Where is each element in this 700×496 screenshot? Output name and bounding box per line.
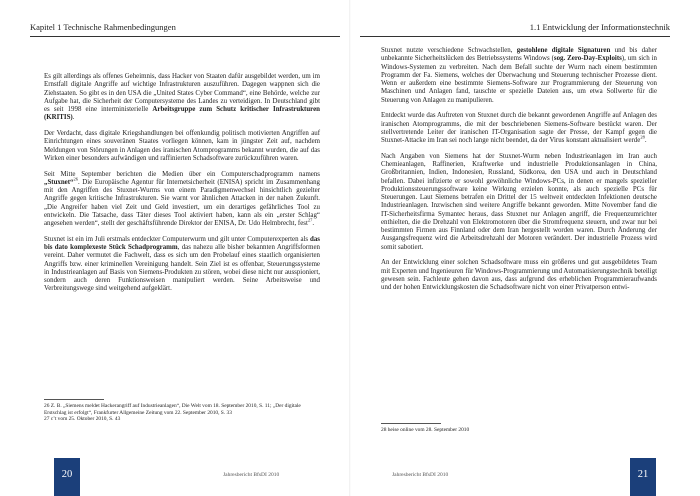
report-label: Jahresbericht BfsDI 2010	[223, 472, 280, 478]
text-run: Der Verdacht, dass digitale Kriegshandlungen bei offenkundig politisch motivierten Angriffen auf Einrichtungen eines souveränen Staates vorliegen können, kam in jüngster Zeit auf, nachdem Meldungen von Störungen in Anlagen des iranischen Atomprogramms bekannt wurden, die auf das Wirken einer besonders aufwändigen und raffinierten Schadsoftware zurückzuführen waren.	[44, 130, 320, 162]
text-run: . Die Europäische Agentur für Internetsicherheit (ENISA) spricht im Zusammenhang mit den Angriffen des Stuxnet-Wurms von einem Paradigmenwechsel hinsichtlich gezielter Angriffe gegen kritische Infrastrukturen. Sie warnt vor ähnlichen Attacken in der nahen Zukunft. „Die Angreifer haben viel Zeit und Geld investiert, um ein derartiges gefährliches Tool zu entwickeln. Die Tatsache, dass Täter dieses Tool aktiviert haben, kann als ein „erster Schlag“ angesehen werden“, stellt der geschäftsführende Direktor der ENISA, Dr. Udo Helmbrecht, fest	[44, 178, 320, 227]
paragraph	[381, 47, 657, 105]
text-run: Stuxnet ist ein im Juli erstmals entdeckter Computerwurm und gilt unter Computerexperten als	[44, 235, 311, 243]
footnote-ref: 28	[640, 134, 645, 140]
page-number: 20	[54, 458, 80, 496]
text-run: Entdeckt wurde das Auftreten von Stuxnet durch die bekannt gewordenen Angriffe auf Anlagen des iranischen Atomprogramms, die mit der beschriebenen Siemens-Software bestückt waren. Der stellvertretende Leiter der iranischen IT-Organisation sagte der Presse, der Kampf gegen die Stuxnet-Attacke im Iran sei noch lange nicht beendet, da der Virus konstant aktualisiert werde	[381, 112, 657, 144]
paragraph	[381, 259, 657, 292]
paragraph	[44, 130, 320, 163]
text-run: .	[72, 114, 75, 122]
footnote-26: 26 Z. B. „Siemens meldet Hackerangriff auf Industrieanlagen“, Die Welt vom 18. September 2010, S. 11; „Der digitale Erstschlag ist erfolgt“, Frankfurter Allgemeine Zeitung vom 22. September 2010, S. 33	[44, 403, 301, 416]
emphasis: gestohlene digitale Signaturen	[516, 47, 611, 54]
footnote-28: 28 heise online vom 28. September 2010	[381, 427, 470, 433]
page-footer	[10, 458, 350, 496]
right-page	[350, 0, 700, 496]
footnote-ref: 27	[307, 217, 313, 223]
text-run: An der Entwicklung einer solchen Schadsoftware muss ein größeres und gut ausgebildetes Team mit Experten und Ingenieuren für Windows-Programmierung und Automatisierungstechnik beteiligt gewesen sein. Fachleute gehen davon aus, dass aufgrund des erheblichen Programmieraufwands und der hohen Entwicklungskosten die Schadsoftware nicht von einer Privatperson entwi-	[381, 259, 657, 291]
paragraph	[381, 112, 657, 145]
text-run: ), um sich in Windows-Systemen zu verbreiten. Nach dem Befall suchte der Wurm nach einem bestimmten Programm der Fa. Siemens, welches der Überwachung und Steuerung technischer Prozesse dient. Wenn er außerdem eine bestimmte Siemens-Software zur Programmierung der Steuerung von Maschinen und Anlagen fand, tauschte er spezielle Dateien aus, um etwa Sollwerte für die Steuerung von Anlagen zu manipulieren.	[381, 55, 658, 104]
emphasis: „Stuxnet“	[44, 178, 74, 186]
paragraph	[381, 153, 657, 252]
running-header: Kapitel 1 Technische Rahmenbedingungen	[30, 22, 176, 32]
page-number: 21	[630, 458, 656, 496]
text-run: , das nahezu alle bisher bekannten Angriffsformen vereint. Daher vermutet die Fachwelt, dass es sich um den Probelauf eines staatlich organisierten Angriffs bzw. einer kriminellen Vereinigung handelt. Sein Ziel ist es offenbar, Steuerungssysteme in Industrieanlagen auf Basis von Siemens-Produkten zu stören, wobei diese nicht nur ausspioniert, sondern auch deren Funktionsweisen manipuliert werden. Seine Arbeitsweise und Verbreitungswege sind weitgehend aufgeklärt.	[44, 244, 320, 293]
footnote-27: 27 c’t vom 25. Oktober 2010, S. 43	[44, 416, 121, 423]
footnote-rule	[381, 423, 441, 424]
paragraph	[44, 73, 320, 123]
body-text	[44, 73, 320, 301]
text-run: .	[312, 220, 315, 227]
paragraph	[44, 171, 320, 229]
text-run: Nach Angaben von Siemens hat der Stuxnet-Wurm neben Industrieanlagen im Iran auch Chemieanlagen, Raffinerien, Kraftwerke und industrielle Produktionsanlagen in China, Großbritannien, Indien, Indonesien, Russland, Südkorea, den USA und auch in Deutschland befallen. Dabei infizierte er sowohl gewöhnliche Windows-PCs, in denen er mangels spezieller Produktionssteuerungssoftware keine Wirkung erzielen konnte, als auch spezielle PCs für Steuerungen. Laut Siemens betrafen ein Drittel der 15 weltweit entdeckten Infektionen deutsche Industrieanlagen. Inzwischen sind weitere Angriffe bekannt geworden. Mitte November fand die IT-Sicherheitsfirma Symantec heraus, dass Stuxnet nur Anlagen angriff, die Frequenzumrichter enthielten, die die Drehzahl von Elektromotoren über die Stromfrequenz steuern, und zwar nur bei bestimmten Firmen aus Finnland oder dem Iran hergestellt worden waren. Durch Änderung der Ausgangsfrequenz wird die Arbeitsdrehzahl der Motoren verändert. Der industrielle Prozess wird somit sabotiert.	[381, 152, 657, 251]
footnotes	[381, 427, 657, 434]
text-run: Seit Mitte September berichten die Medien über ein Computerschadprogramm namens	[44, 170, 320, 178]
footnotes	[44, 403, 320, 423]
text-run: und bis daher unbekannte Sicherheitslücken des Betriebssystems Windows (	[381, 47, 657, 63]
emphasis: sog. Zero-Day-Exploits	[553, 55, 622, 63]
emphasis: das bis dato komplexeste Stück Schadprogramm	[44, 235, 320, 251]
header-rule	[360, 36, 670, 37]
emphasis: Arbeitsgruppe zum Schutz kritischer Infrastrukturen (KRITIS)	[44, 106, 320, 122]
footnote-ref: 26	[73, 176, 78, 182]
header-rule	[30, 36, 340, 37]
text-run: Stuxnet nutzte verschiedene Schwachstellen,	[381, 47, 517, 54]
text-run: Es gilt allerdings als offenes Geheimnis, dass Hacker von Staaten dafür ausgebildet werden, um im Ernstfall digitale Angriffe auf wichtige Infrastrukturen auszuführen. Dagegen wappnen sich die Ziehstaaten. So gibt es in den USA die „United States Cyber Command“, eine Behörde, welche zur Aufgabe hat, die Sicherheit der Computersysteme des Landes zu verteidigen. In Deutschland gibt es seit 1998 eine interministerielle	[44, 73, 320, 113]
footnote-rule	[44, 399, 104, 400]
paragraph	[44, 236, 320, 294]
text-run: .	[644, 137, 647, 144]
report-label: Jahresbericht BfsDI 2010	[392, 472, 449, 478]
running-header: 1.1 Entwicklung der Informationstechnik	[529, 22, 670, 32]
page-footer	[350, 458, 690, 496]
body-text	[381, 47, 657, 300]
